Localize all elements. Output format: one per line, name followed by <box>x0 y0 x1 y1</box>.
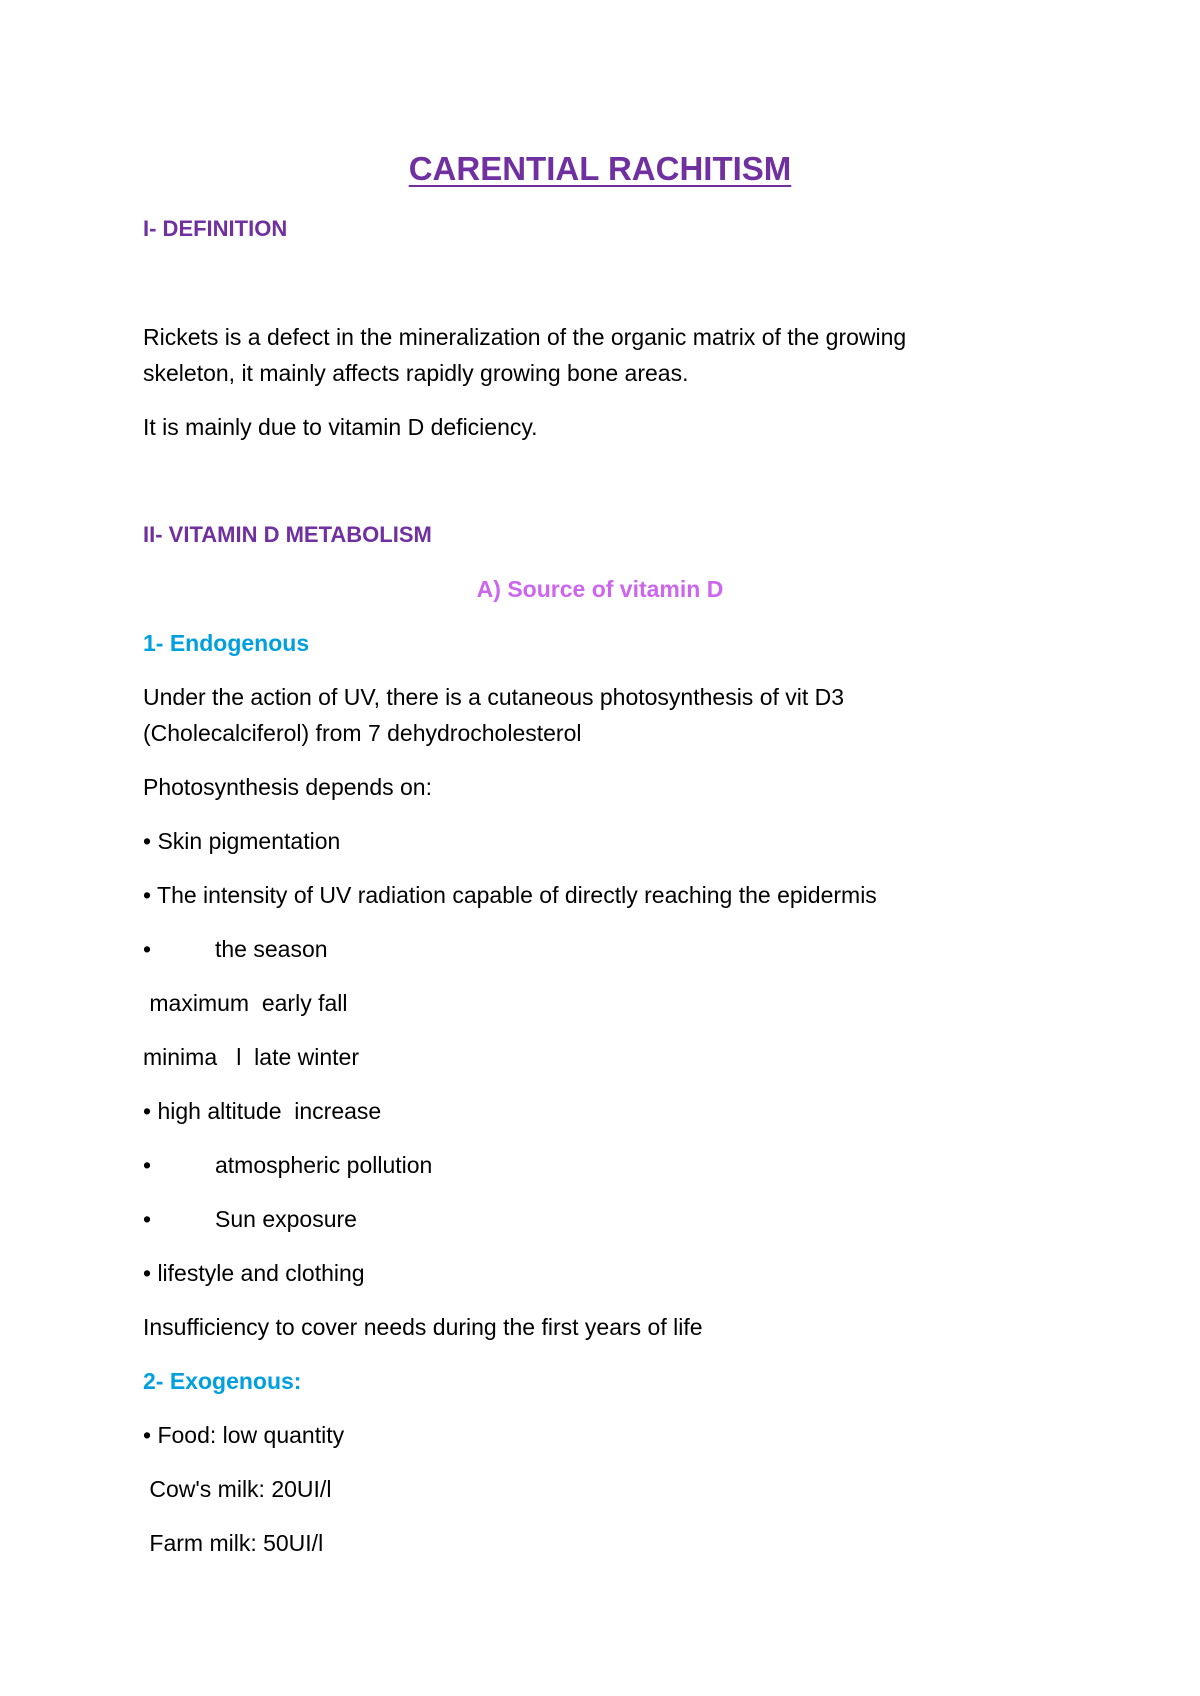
bullet-sun-exposure <box>143 1204 357 1234</box>
bullet-high-altitude: • high altitude increase <box>143 1098 382 1124</box>
season-maximum: maximum early fall <box>143 990 348 1016</box>
heading-exogenous: 2- Exogenous: <box>143 1368 302 1394</box>
subheading-source-of-vitamin-d: A) Source of vitamin D <box>476 576 724 602</box>
bullet-season <box>143 934 328 964</box>
farm-milk-value: Farm milk: 50UI/l <box>143 1530 324 1556</box>
definition-paragraph-2: It is mainly due to vitamin D deficiency. <box>143 414 538 440</box>
bullet-symbol: • <box>143 936 152 962</box>
bullet-sun-exposure-text: Sun exposure <box>215 1206 357 1232</box>
insufficiency-text: Insufficiency to cover needs during the first years of life <box>143 1314 703 1340</box>
bullet-symbol: • <box>143 1206 152 1232</box>
bullet-lifestyle-clothing: • lifestyle and clothing <box>143 1260 365 1286</box>
season-minima: minima l late winter <box>143 1044 360 1070</box>
definition-paragraph-line-2: skeleton, it mainly affects rapidly growing bone areas. <box>143 360 689 386</box>
bullet-food: • Food: low quantity <box>143 1422 345 1448</box>
section-heading-metabolism: II- VITAMIN D METABOLISM <box>143 522 432 547</box>
bullet-season-text: the season <box>215 936 328 962</box>
bullet-atmospheric-pollution-text: atmospheric pollution <box>215 1152 433 1178</box>
section-heading-definition: I- DEFINITION <box>143 216 288 241</box>
endogenous-line-1: Under the action of UV, there is a cutaneous photosynthesis of vit D3 <box>143 684 845 710</box>
bullet-skin-pigmentation: • Skin pigmentation <box>143 828 341 854</box>
document-title: CARENTIAL RACHITISM <box>408 150 792 187</box>
bullet-symbol: • <box>143 1152 152 1178</box>
endogenous-line-2: (Cholecalciferol) from 7 dehydrocholesterol <box>143 720 582 746</box>
bullet-uv-intensity: • The intensity of UV radiation capable of directly reaching the epidermis <box>143 882 877 908</box>
heading-endogenous: 1- Endogenous <box>143 630 310 656</box>
cow-milk-value: Cow's milk: 20UI/l <box>143 1476 332 1502</box>
definition-paragraph-line-1: Rickets is a defect in the mineralization of the organic matrix of the growing <box>143 324 907 350</box>
photosynthesis-depends: Photosynthesis depends on: <box>143 774 432 800</box>
bullet-atmospheric-pollution <box>143 1150 432 1180</box>
